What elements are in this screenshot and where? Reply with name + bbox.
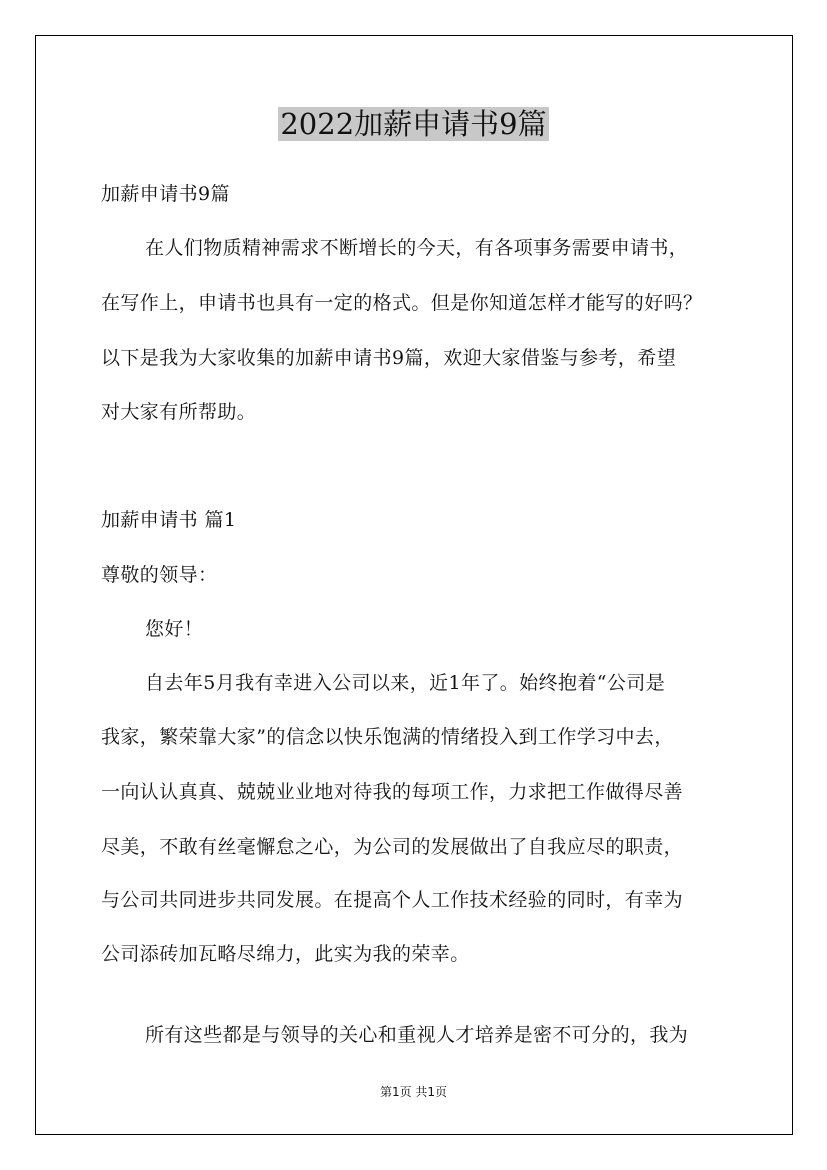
document-title-text: 2022加薪申请书9篇 <box>280 107 547 141</box>
greeting: 您好！ <box>145 618 204 640</box>
intro-line: 在写作上，申请书也具有一定的格式。但是你知道怎样才能写的好吗？ <box>101 292 703 314</box>
body-line: 自去年5月我有幸进入公司以来，近1年了。始终抱着“公司是 <box>145 672 666 694</box>
body-line: 一向认认真真、兢兢业业地对待我的每项工作，力求把工作做得尽善 <box>101 781 684 803</box>
document-title <box>0 104 827 144</box>
intro-line: 对大家有所帮助。 <box>101 401 257 423</box>
document-subtitle: 加薪申请书9篇 <box>101 183 230 205</box>
intro-line: 以下是我为大家收集的加薪申请书9篇，欢迎大家借鉴与参考，希望 <box>101 347 677 369</box>
body-line: 尽美，不敢有丝毫懈怠之心，为公司的发展做出了自我应尽的职责， <box>101 836 684 858</box>
body-line: 公司添砖加瓦略尽绵力，此实为我的荣幸。 <box>101 943 470 965</box>
intro-line: 在人们物质精神需求不断增长的今天，有各项事务需要申请书， <box>145 237 689 259</box>
salutation: 尊敬的领导： <box>101 564 218 586</box>
section-heading: 加薪申请书 篇1 <box>101 509 237 531</box>
page-footer: 第1页 共1页 <box>379 1085 448 1099</box>
body-line: 所有这些都是与领导的关心和重视人才培养是密不可分的，我为 <box>145 1024 689 1046</box>
body-line: 与公司共同进步共同发展。在提高个人工作技术经验的同时，有幸为 <box>101 889 684 911</box>
body-line: 我家，繁荣靠大家”的信念以快乐饱满的情绪投入到工作学习中去， <box>101 726 674 748</box>
